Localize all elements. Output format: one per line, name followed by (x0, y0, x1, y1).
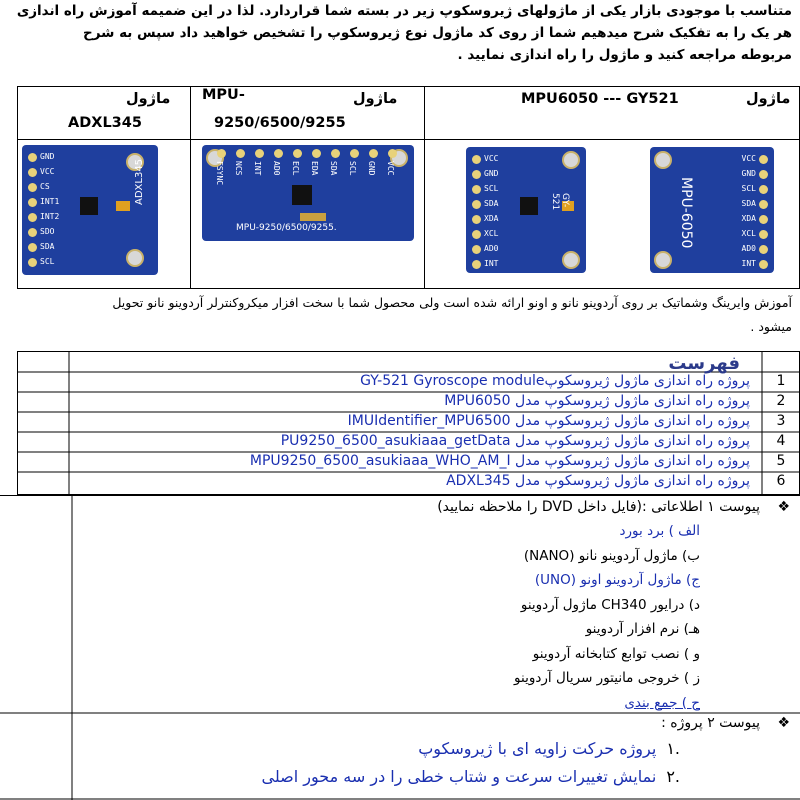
pin-pad (472, 230, 481, 239)
module-label-mpu9250: ماژول (353, 91, 398, 107)
annex1-item: الف ) برد بورد (619, 523, 700, 539)
pin-pad (759, 200, 768, 209)
pin-label: AD0 (484, 244, 499, 253)
intro-line-1: متناسب با موجودی بازار یکی از ماژولهای ژیروسکوپ زیر در بسته شما قراردارد. لذا در این ضمیمه آموزش راه اندازی (16, 3, 792, 19)
project-title[interactable]: نمایش تغییرات سرعت و شتاب خطی را در سه محور اصلی (261, 767, 657, 786)
toc-item-number: 3 (776, 413, 786, 429)
pin-label: INT (484, 259, 499, 268)
pin-pad (350, 149, 359, 158)
pin-label: XDA (484, 214, 499, 223)
toc-item-link[interactable]: پروژه راه اندازی ماژول ژیروسکوپ مدل MPU6050 (444, 393, 750, 409)
toc-item-link[interactable]: پروژه راه اندازی ماژول ژیروسکوپGY-521 Gyroscope module (360, 373, 750, 389)
annex1-item: و ) نصب توابع کتابخانه آردوینو (532, 645, 700, 662)
mpu9250-silk: MPU-9250/6500/9255. (236, 223, 337, 233)
pin-label: SDO (40, 227, 55, 236)
gy521-board-image (466, 147, 586, 273)
pin-label: FSYNC (215, 161, 224, 186)
table-divider (18, 139, 799, 140)
pin-pad (28, 183, 37, 192)
pin-pad (274, 149, 283, 158)
toc-item-number: 6 (776, 473, 786, 489)
pin-label: ECL (291, 161, 300, 176)
module-table (17, 86, 800, 289)
toc-item-link[interactable]: پروژه راه اندازی ماژول ژیروسکوپ مدل PU9250_6500_asukiaaa_getData (280, 433, 750, 449)
pin-pad (293, 149, 302, 158)
pin-pad (759, 230, 768, 239)
wiring-line-1: آموزش وایرینگ وشماتیک بر روی آردوینو نانو و اونو ارائه شده است ولی محصول شما با سخت افزار میکروکنترلر آردوینو نانو تحویل (112, 295, 792, 310)
annex2-heading: پیوست ۲ پروژه : (661, 715, 760, 731)
pin-label: INT (741, 259, 756, 268)
annex1-heading: پیوست ۱ اطلاعاتی :(فایل داخل DVD را ملاحظه نمایید) (437, 499, 760, 515)
pin-pad (236, 149, 245, 158)
pin-pad (28, 213, 37, 222)
pin-pad (472, 245, 481, 254)
toc-row[interactable] (17, 412, 800, 432)
pin-label: SDA (40, 242, 55, 251)
pin-pad (28, 258, 37, 267)
pin-label: NCS (234, 161, 243, 176)
toc-item-number: 1 (776, 373, 786, 389)
pin-label: GND (741, 169, 756, 178)
intro-paragraph (6, 0, 792, 66)
pin-label: VCC (741, 154, 756, 163)
table-divider (190, 87, 191, 288)
pin-pad (472, 200, 481, 209)
toc-row[interactable] (17, 472, 800, 492)
pin-pad (759, 155, 768, 164)
pin-pad (472, 260, 481, 269)
pin-pad (28, 243, 37, 252)
pin-pad (759, 215, 768, 224)
annex-section (0, 495, 800, 800)
pin-label: SCL (741, 184, 756, 193)
pin-label: XCL (484, 229, 499, 238)
annex2-project-item[interactable] (418, 739, 680, 758)
toc-row[interactable] (17, 452, 800, 472)
module-label-mpu6050: ماژول (746, 91, 791, 107)
project-title[interactable]: پروژه حرکت زاویه ای با ژیروسکوپ (418, 739, 657, 758)
project-number: .۱ (666, 739, 680, 758)
toc-title: فهرست (668, 353, 740, 374)
mpu6050-silk: MPU-6050 (678, 177, 694, 249)
pin-label: INT2 (40, 212, 60, 221)
toc-row[interactable] (17, 432, 800, 452)
gy521-silk: GY-521 (550, 193, 570, 211)
toc-item-number: 4 (776, 433, 786, 449)
mpu9250-board-image (202, 145, 414, 241)
toc-row[interactable] (17, 392, 800, 412)
pin-pad (759, 170, 768, 179)
pin-label: SCL (348, 161, 357, 176)
pin-label: INT (253, 161, 262, 176)
pin-label: EDA (310, 161, 319, 176)
pin-label: XDA (741, 214, 756, 223)
pin-pad (369, 149, 378, 158)
annex1-bullet-icon: ❖ (777, 499, 790, 515)
module-name-mpu6050: MPU6050 --- GY521 (521, 91, 679, 107)
pin-pad (759, 260, 768, 269)
intro-line-2: هر یک را به تفکیک شرح میدهیم شما از روی کد ماژول نوع ژیروسکوپ را تشخیص خواهید داد سپس به شرح (83, 25, 792, 41)
pin-label: XCL (741, 229, 756, 238)
module-name-adxl: ADXL345 (68, 115, 142, 131)
pin-label: GND (484, 169, 499, 178)
pin-pad (255, 149, 264, 158)
pin-pad (472, 185, 481, 194)
annex1-item: هـ) نرم افزار آردوینو (585, 621, 700, 637)
annex1-item: ز ) خروجی مانیتور سریال آردوینو (514, 670, 700, 686)
module-name-mpu9250-a: MPU- (202, 87, 245, 103)
adxl345-board-image (22, 145, 158, 275)
pin-label: AD0 (741, 244, 756, 253)
pin-pad (331, 149, 340, 158)
pin-label: SDA (741, 199, 756, 208)
toc-item-link[interactable]: پروژه راه اندازی ماژول ژیروسکوپ مدل MPU9250_6500_asukiaaa_WHO_AM_I (249, 453, 750, 469)
pin-label: VCC (484, 154, 499, 163)
toc-item-link[interactable]: پروژه راه اندازی ماژول ژیروسکوپ مدل ADXL345 (446, 473, 750, 489)
pin-label: INT1 (40, 197, 60, 206)
pin-label: VCC (40, 167, 55, 176)
pin-label: VCC (386, 161, 395, 176)
pin-label: GND (40, 152, 55, 161)
pin-pad (312, 149, 321, 158)
pin-pad (28, 168, 37, 177)
annex2-project-item[interactable] (262, 767, 680, 786)
annex2-bullet-icon: ❖ (777, 715, 790, 731)
project-number: .۲ (666, 767, 680, 786)
toc-item-number: 2 (776, 393, 786, 409)
mpu6050-board-image (650, 147, 774, 273)
wiring-note (6, 291, 792, 339)
pin-pad (28, 198, 37, 207)
annex1-item[interactable]: ح ) جمع بندی (624, 694, 700, 711)
toc-item-number: 5 (776, 453, 786, 469)
pin-pad (28, 153, 37, 162)
pin-pad (472, 215, 481, 224)
toc-row[interactable] (17, 372, 800, 392)
annex1-item: د) درایور CH340 ماژول آردوینو (520, 596, 700, 613)
wiring-line-2: میشود . (750, 319, 792, 334)
pin-pad (217, 149, 226, 158)
toc-item-link[interactable]: پروژه راه اندازی ماژول ژیروسکوپ مدل IMUIdentifier_MPU6500 (347, 413, 750, 429)
pin-label: SDA (484, 199, 499, 208)
annex1-item: ج) ماژول آردوینو اونو (UNO) (534, 572, 700, 588)
pin-pad (28, 228, 37, 237)
pin-label: SDA (329, 161, 338, 176)
annex1-item: ب) ماژول آردوینو نانو (NANO) (523, 547, 700, 564)
pin-label: CS (40, 182, 50, 191)
module-name-mpu9250-b: 9250/6500/9255 (214, 115, 346, 131)
pin-pad (759, 245, 768, 254)
pin-pad (472, 170, 481, 179)
pin-label: SCL (40, 257, 55, 266)
pin-label: AD0 (272, 161, 281, 176)
table-divider (424, 87, 425, 288)
intro-line-3: مربوطه مراجعه کنید و ماژول را راه اندازی نمایید . (457, 47, 792, 63)
pin-pad (388, 149, 397, 158)
table-of-contents (17, 351, 800, 495)
module-label-adxl: ماژول (126, 91, 171, 107)
pin-label: SCL (484, 184, 499, 193)
pin-pad (759, 185, 768, 194)
adxl-silk: ADXL345 (134, 158, 145, 205)
pin-pad (472, 155, 481, 164)
pin-label: GND (367, 161, 376, 176)
